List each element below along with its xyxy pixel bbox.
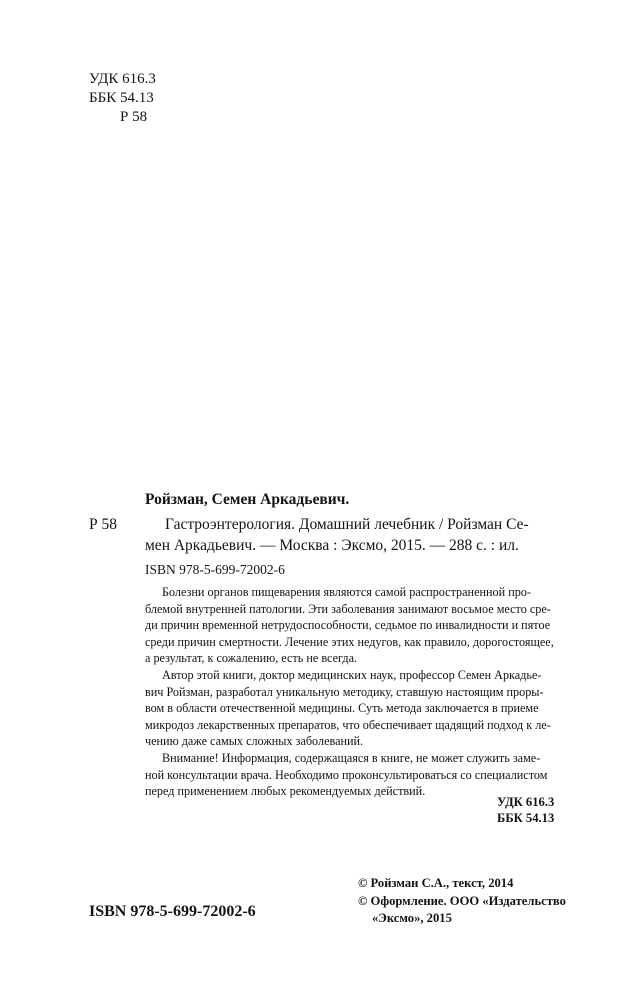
bbk-code: ББК 54.13: [497, 811, 555, 825]
isbn-bottom: ISBN 978-5-699-72002-6: [89, 903, 256, 920]
classification-codes-bottom: [497, 794, 554, 826]
udk-code: УДК 616.3: [497, 795, 555, 809]
abstract-line: среди причин смертности. Лечение этих недугов, как правило, дорогостоящее,: [145, 634, 554, 649]
abstract-line: вом в области отечественной медицины. Суть метода заключается в приеме: [145, 701, 539, 716]
author-heading: Ройзман, Семен Аркадьевич.: [145, 491, 350, 508]
title-line: Гастроэнтерология. Домашний лечебник / Ройзман Се-: [165, 516, 529, 533]
copyright-block: [358, 875, 566, 928]
author-code: Р 58: [120, 109, 148, 125]
abstract-line: блемой внутренней патологии. Эти заболевания занимают восьмое место сре-: [145, 601, 551, 616]
abstract-paragraph: [145, 584, 555, 667]
udk-code: УДК 616.3: [89, 71, 156, 87]
abstract-line: ной консультации врача. Необходимо проконсультироваться со специалистом: [145, 767, 548, 782]
abstract-line: Автор этой книги, доктор медицинских наук, профессор Семен Аркадье-: [162, 667, 542, 682]
classification-codes-top: [89, 70, 156, 127]
abstract-line: микродоз лекарственных препаратов, что обеспечивает щадящий подход к ле-: [145, 717, 551, 732]
abstract-line: Болезни органов пищеварения являются самой распространенной про-: [162, 585, 531, 599]
abstract-paragraph: [145, 667, 555, 750]
copyright-text: © Ройзман С.А., текст, 2014: [358, 876, 514, 890]
abstract-line: вич Ройзман, разработал уникальную методику, ставшую настоящим проры-: [145, 684, 544, 699]
abstract-paragraph: [145, 750, 555, 800]
abstract-line: перед применением любых рекомендуемых действий.: [145, 784, 426, 799]
copyright-design: © Оформление. ООО «Издательство: [358, 893, 566, 908]
title-description: [145, 515, 555, 556]
isbn: ISBN 978-5-699-72002-6: [145, 562, 285, 577]
author-code-left: Р 58: [89, 516, 117, 533]
title-line: мен Аркадьевич. — Москва : Эксмо, 2015. — 288 с. : ил.: [145, 536, 519, 554]
bbk-code: ББК 54.13: [89, 90, 154, 106]
abstract-line: а результат, к сожалению, есть не всегда.: [145, 651, 358, 666]
abstract-line: Внимание! Информация, содержащаяся в книге, не может служить заме-: [162, 750, 541, 765]
abstract-line: чению даже самых сложных заболеваний.: [145, 734, 364, 749]
copyright-design-cont: «Эксмо», 2015: [372, 911, 452, 925]
abstract: [145, 584, 555, 800]
abstract-line: ди причин временной нетрудоспособности, седьмое по инвалидности и пятое: [145, 618, 551, 633]
